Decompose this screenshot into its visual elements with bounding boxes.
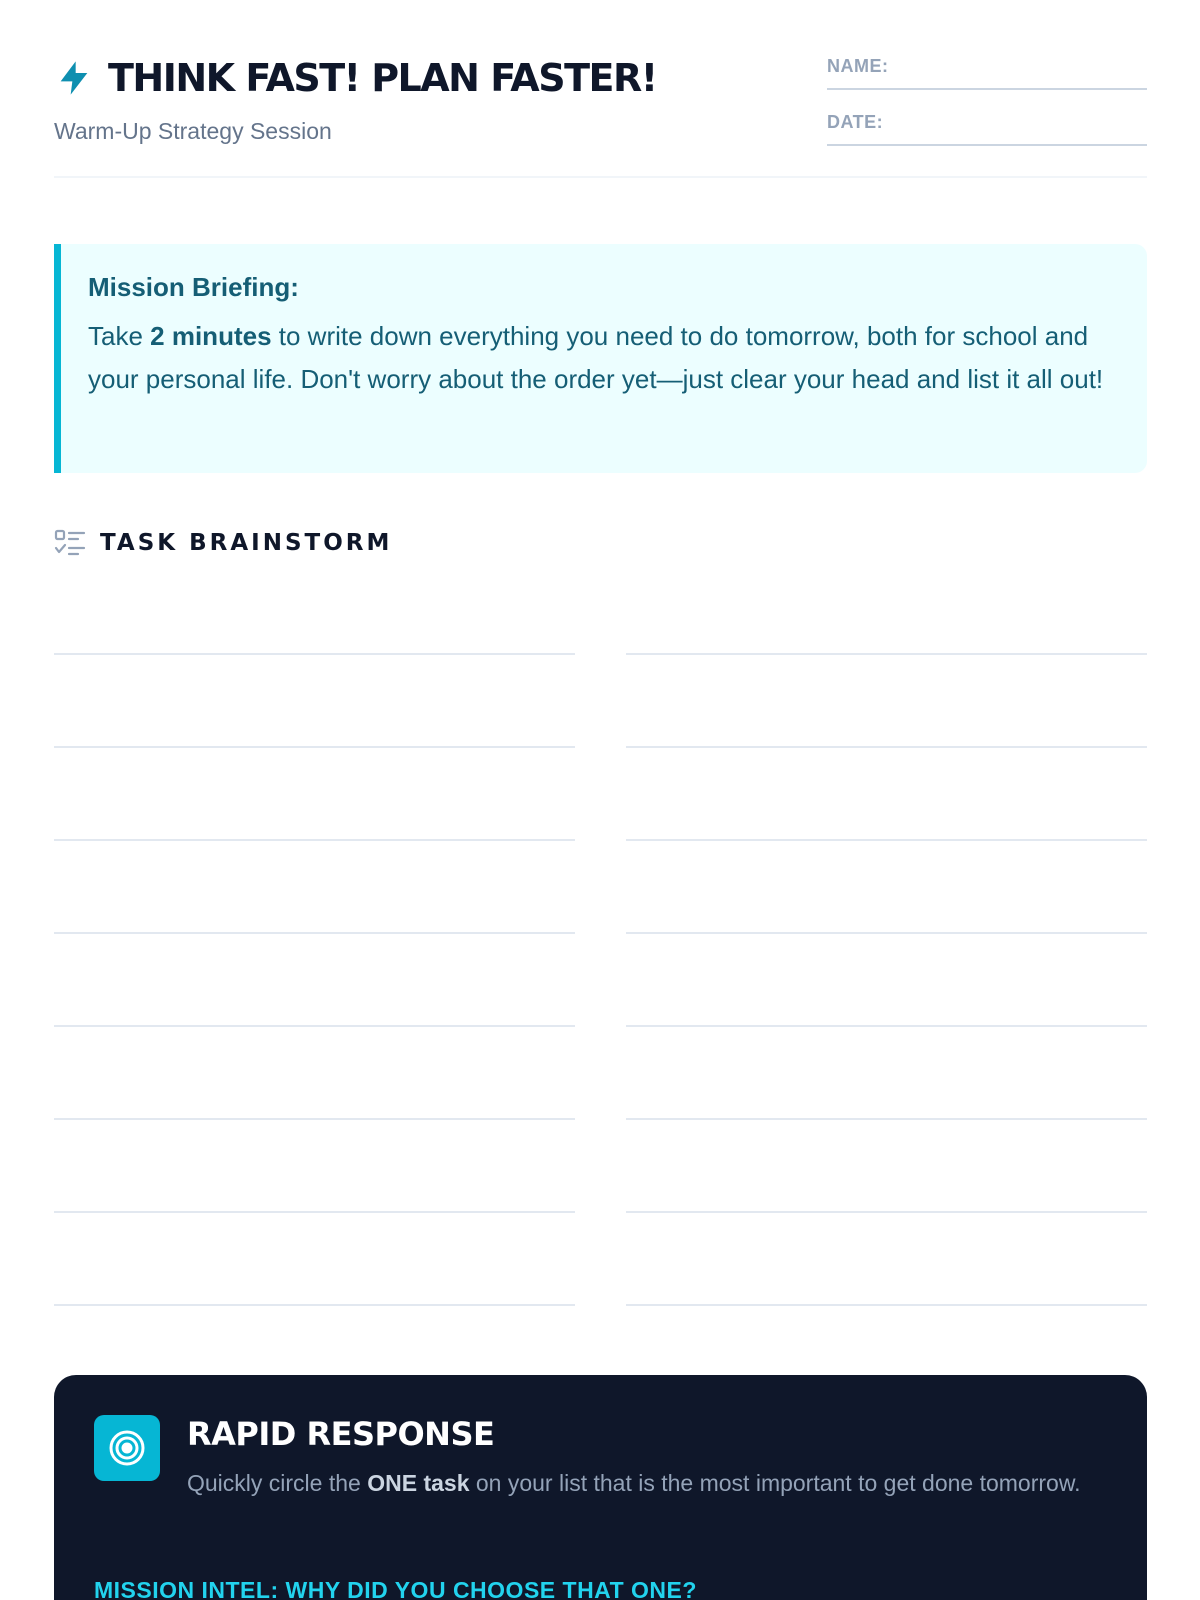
briefing-text <box>88 315 1107 401</box>
rapid-text-start: Quickly circle the <box>187 1470 368 1496</box>
writing-line[interactable] <box>54 1025 575 1027</box>
target-icon-badge <box>94 1415 160 1481</box>
writing-line[interactable] <box>626 746 1147 748</box>
date-field[interactable] <box>827 108 1147 146</box>
briefing-text-emphasis: 2 minutes <box>150 321 272 351</box>
task-brainstorm-heading <box>54 528 392 558</box>
writing-line[interactable] <box>54 653 575 655</box>
name-field[interactable] <box>827 52 1147 90</box>
briefing-title: Mission Briefing: <box>88 272 299 302</box>
mission-briefing-box <box>54 244 1147 473</box>
writing-line[interactable] <box>626 1304 1147 1306</box>
worksheet-header <box>54 52 1147 178</box>
task-column-left <box>54 560 575 1308</box>
name-label: NAME: <box>827 56 889 76</box>
rapid-text-emphasis: ONE task <box>367 1470 470 1496</box>
briefing-text-end: to write down everything you need to do tomorrow, both for school and your personal life. Don't worry about the order yet—just clear your head and list it all out! <box>88 321 1104 394</box>
briefing-text-start: Take <box>88 321 151 351</box>
rapid-response-panel <box>54 1375 1147 1600</box>
writing-line[interactable] <box>626 839 1147 841</box>
task-column-right <box>626 560 1147 1308</box>
title-row <box>54 56 657 100</box>
writing-line[interactable] <box>54 932 575 934</box>
page-subtitle: Warm-Up Strategy Session <box>54 118 332 144</box>
writing-line[interactable] <box>54 1211 575 1213</box>
student-info-fields <box>827 52 1147 164</box>
task-writing-area <box>54 560 1147 1308</box>
writing-line[interactable] <box>626 1118 1147 1120</box>
writing-line[interactable] <box>626 653 1147 655</box>
lightning-bolt-icon <box>54 58 94 98</box>
writing-line[interactable] <box>54 839 575 841</box>
writing-line[interactable] <box>54 1304 575 1306</box>
checklist-icon <box>54 528 86 558</box>
writing-line[interactable] <box>54 746 575 748</box>
target-icon <box>107 1428 147 1468</box>
mission-intel-heading: MISSION INTEL: WHY DID YOU CHOOSE THAT ONE? <box>94 1577 697 1600</box>
writing-line[interactable] <box>626 1211 1147 1213</box>
rapid-text-end: on your list that is the most important to get done tomorrow. <box>469 1470 1081 1496</box>
writing-line[interactable] <box>626 1025 1147 1027</box>
writing-line[interactable] <box>54 1118 575 1120</box>
writing-line[interactable] <box>626 932 1147 934</box>
section-title: TASK BRAINSTORM <box>100 530 393 556</box>
page-title: THINK FAST! PLAN FASTER! <box>108 56 657 100</box>
rapid-response-title: RAPID RESPONSE <box>187 1415 495 1453</box>
rapid-response-text <box>187 1467 1087 1500</box>
date-label: DATE: <box>827 112 884 132</box>
